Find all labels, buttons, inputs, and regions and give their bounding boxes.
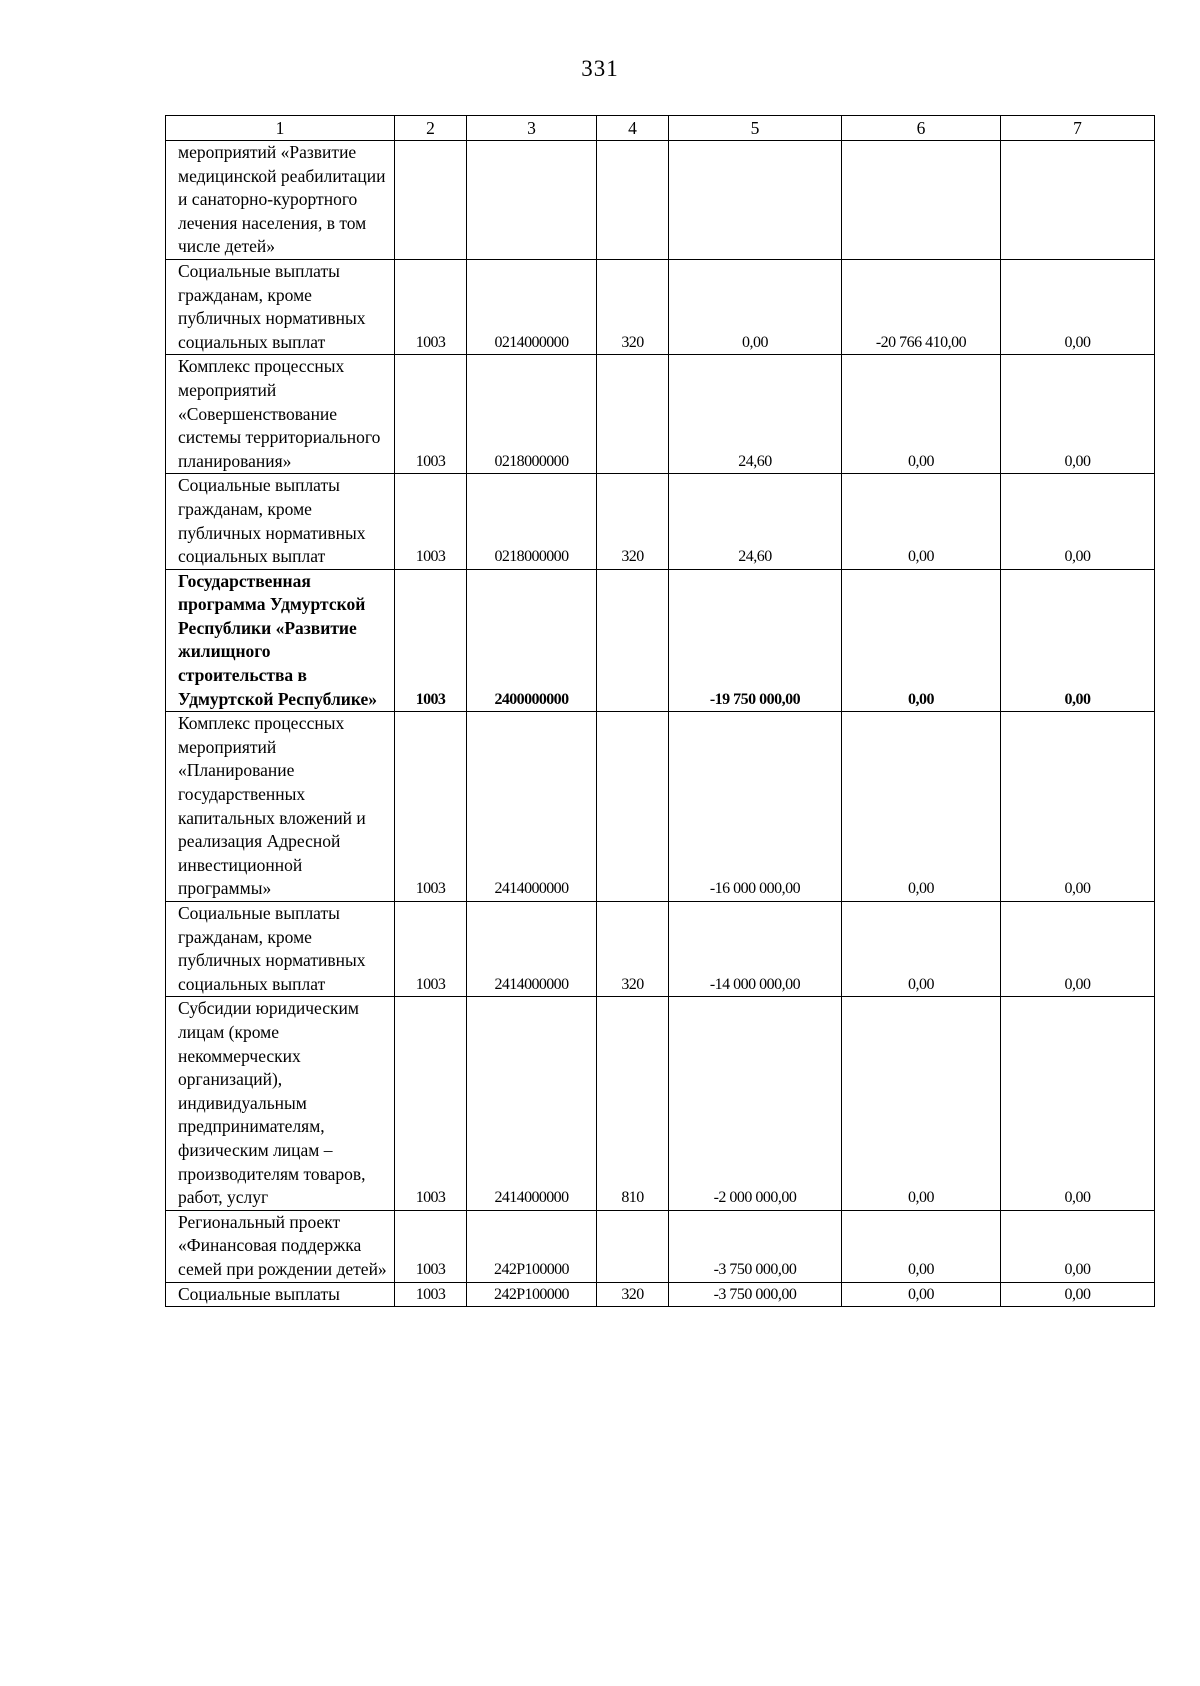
- cell-col6: 0,00: [842, 1282, 1001, 1307]
- cell-section: 1003: [395, 1210, 467, 1282]
- cell-type: 320: [597, 474, 669, 569]
- cell-col5: [669, 141, 842, 260]
- row-name: Субсидии юридическим лицам (кроме некоммерческих организаций), индивидуальным предпринимателям, физическим лицам – производителям товаров, работ, услуг: [166, 997, 395, 1210]
- cell-section: 1003: [395, 712, 467, 902]
- row-name: Комплекс процессных мероприятий «Планирование государственных капитальных вложений и реализация Адресной инвестиционной программы»: [166, 712, 395, 902]
- header-cell: 7: [1001, 116, 1155, 141]
- cell-col5: 24,60: [669, 474, 842, 569]
- cell-type: [597, 569, 669, 712]
- row-name: Комплекс процессных мероприятий «Совершенствование системы территориального планирования»: [166, 355, 395, 474]
- cell-target: 242P100000: [467, 1210, 597, 1282]
- cell-target: 2414000000: [467, 902, 597, 997]
- cell-col7: 0,00: [1001, 712, 1155, 902]
- cell-section: 1003: [395, 355, 467, 474]
- table-row: [166, 569, 1155, 712]
- cell-col7: 0,00: [1001, 1210, 1155, 1282]
- cell-col6: 0,00: [842, 712, 1001, 902]
- row-name: мероприятий «Развитие медицинской реабилитации и санаторно-курортного лечения населения, в том числе детей»: [166, 141, 395, 260]
- table-row: [166, 902, 1155, 997]
- cell-col7: 0,00: [1001, 997, 1155, 1210]
- row-name: Государственная программа Удмуртской Республики «Развитие жилищного строительства в Удмуртской Республике»: [166, 569, 395, 712]
- row-name: Социальные выплаты гражданам, кроме публичных нормативных социальных выплат: [166, 902, 395, 997]
- cell-type: 320: [597, 259, 669, 354]
- cell-col6: 0,00: [842, 902, 1001, 997]
- table-row: [166, 474, 1155, 569]
- cell-type: 810: [597, 997, 669, 1210]
- budget-table: [165, 115, 1155, 1307]
- row-name: Региональный проект «Финансовая поддержка семей при рождении детей»: [166, 1210, 395, 1282]
- header-cell: 6: [842, 116, 1001, 141]
- cell-type: 320: [597, 902, 669, 997]
- row-name: Социальные выплаты гражданам, кроме публичных нормативных социальных выплат: [166, 474, 395, 569]
- table-row: [166, 712, 1155, 902]
- cell-target: 0218000000: [467, 474, 597, 569]
- cell-type: [597, 712, 669, 902]
- page-number: 331: [581, 56, 619, 81]
- header-cell: 1: [166, 116, 395, 141]
- cell-target: 2414000000: [467, 712, 597, 902]
- cell-section: 1003: [395, 259, 467, 354]
- cell-col7: 0,00: [1001, 474, 1155, 569]
- cell-col5: -2 000 000,00: [669, 997, 842, 1210]
- cell-section: 1003: [395, 1282, 467, 1307]
- header-cell: 3: [467, 116, 597, 141]
- row-name: Социальные выплаты: [166, 1282, 395, 1307]
- cell-section: 1003: [395, 902, 467, 997]
- cell-col6: 0,00: [842, 1210, 1001, 1282]
- cell-col5: -16 000 000,00: [669, 712, 842, 902]
- cell-target: 0214000000: [467, 259, 597, 354]
- cell-col5: -3 750 000,00: [669, 1210, 842, 1282]
- cell-col7: 0,00: [1001, 569, 1155, 712]
- cell-col5: 0,00: [669, 259, 842, 354]
- cell-col7: 0,00: [1001, 1282, 1155, 1307]
- cell-type: [597, 1210, 669, 1282]
- table-row: [166, 997, 1155, 1210]
- cell-target: 0218000000: [467, 355, 597, 474]
- cell-section: 1003: [395, 474, 467, 569]
- cell-target: 2414000000: [467, 997, 597, 1210]
- cell-col5: -14 000 000,00: [669, 902, 842, 997]
- row-name: Социальные выплаты гражданам, кроме публичных нормативных социальных выплат: [166, 259, 395, 354]
- cell-target: [467, 141, 597, 260]
- table-row: [166, 1282, 1155, 1307]
- header-cell: 2: [395, 116, 467, 141]
- cell-col6: 0,00: [842, 355, 1001, 474]
- cell-col7: 0,00: [1001, 355, 1155, 474]
- cell-col7: 0,00: [1001, 259, 1155, 354]
- cell-type: [597, 141, 669, 260]
- cell-target: 2400000000: [467, 569, 597, 712]
- cell-type: 320: [597, 1282, 669, 1307]
- header-cell: 5: [669, 116, 842, 141]
- header-row: [166, 116, 1155, 141]
- cell-col6: 0,00: [842, 997, 1001, 1210]
- cell-section: 1003: [395, 997, 467, 1210]
- cell-section: 1003: [395, 569, 467, 712]
- cell-type: [597, 355, 669, 474]
- cell-col6: -20 766 410,00: [842, 259, 1001, 354]
- table-row: [166, 141, 1155, 260]
- cell-col6: [842, 141, 1001, 260]
- cell-col7: [1001, 141, 1155, 260]
- table-row: [166, 1210, 1155, 1282]
- cell-section: [395, 141, 467, 260]
- cell-col5: -3 750 000,00: [669, 1282, 842, 1307]
- header-cell: 4: [597, 116, 669, 141]
- cell-target: 242P100000: [467, 1282, 597, 1307]
- cell-col6: 0,00: [842, 569, 1001, 712]
- cell-col5: -19 750 000,00: [669, 569, 842, 712]
- cell-col7: 0,00: [1001, 902, 1155, 997]
- table-row: [166, 355, 1155, 474]
- cell-col6: 0,00: [842, 474, 1001, 569]
- table-row: [166, 259, 1155, 354]
- cell-col5: 24,60: [669, 355, 842, 474]
